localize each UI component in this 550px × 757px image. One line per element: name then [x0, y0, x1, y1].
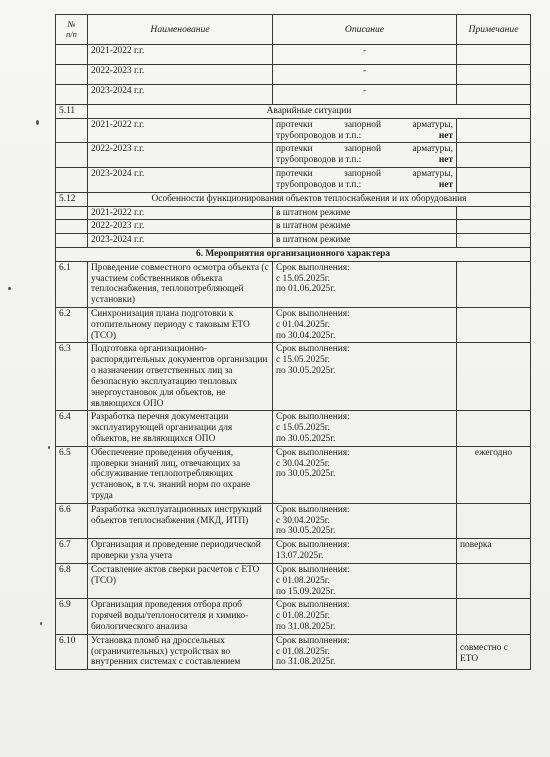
- desc-cell: -: [273, 65, 457, 85]
- item-deadline: Срок выполнения: с 15.05.2025г. по 01.06.2025г.: [273, 261, 457, 307]
- measure-row: [56, 343, 531, 411]
- item-name: Синхронизация плана подготовки к отопительному периоду с таковым ЕТО (ТСО): [88, 308, 273, 343]
- item-num: 6.5: [56, 446, 88, 503]
- measure-row: [56, 599, 531, 634]
- table-row: [56, 234, 531, 248]
- desc-cell: протечки запорной арматуры, трубопроводов и т.п.: нет: [273, 143, 457, 168]
- table-row: [56, 220, 531, 234]
- item-note: [457, 343, 531, 411]
- item-deadline: Срок выполнения: с 01.04.2025г. по 30.04.2025г.: [273, 308, 457, 343]
- measure-row: [56, 261, 531, 307]
- table-row: [56, 168, 531, 193]
- table-row: [56, 143, 531, 168]
- table-row: [56, 45, 531, 65]
- desc-cell: в штатном режиме: [273, 220, 457, 234]
- section-row: [56, 192, 531, 206]
- item-num: 6.4: [56, 411, 88, 446]
- measure-row: [56, 411, 531, 446]
- table-row: [56, 65, 531, 85]
- header-name: Наименование: [88, 15, 273, 45]
- item-num: 6.6: [56, 503, 88, 538]
- table-row: [56, 85, 531, 105]
- item-name: Организация и проведение периодической проверки узла учета: [88, 539, 273, 564]
- item-deadline: Срок выполнения: с 01.08.2025г. по 15.09.2025г.: [273, 563, 457, 598]
- measure-row: [56, 539, 531, 564]
- item-note: [457, 563, 531, 598]
- table-row: [56, 118, 531, 143]
- item-num: 6.1: [56, 261, 88, 307]
- desc-cell: протечки запорной арматуры, трубопроводов и т.п.: нет: [273, 118, 457, 143]
- item-deadline: Срок выполнения: 13.07.2025г.: [273, 539, 457, 564]
- year-cell: 2021-2022 г.г.: [88, 45, 273, 65]
- measure-row: [56, 308, 531, 343]
- item-num: 6.9: [56, 599, 88, 634]
- item-note: [457, 599, 531, 634]
- item-name: Разработка эксплуатационных инструкций объектов теплоснабжения (МКД, ИТП): [88, 503, 273, 538]
- table-header-row: [56, 15, 531, 45]
- measure-row: [56, 446, 531, 503]
- item-note: совместно с ЕТО: [457, 634, 531, 669]
- section-title: Аварийные ситуации: [88, 105, 531, 119]
- section-6-title: 6. Мероприятия организационного характера: [56, 247, 531, 261]
- section-row: [56, 105, 531, 119]
- year-cell: 2022-2023 г.г.: [88, 143, 273, 168]
- value-text: нет: [438, 179, 453, 190]
- value-text: нет: [438, 130, 453, 141]
- desc-cell: -: [273, 45, 457, 65]
- year-cell: 2022-2023 г.г.: [88, 220, 273, 234]
- desc-cell: протечки запорной арматуры, трубопроводов и т.п.: нет: [273, 168, 457, 193]
- item-name: Установка пломб на дроссельных (ограничительных) устройствах во внутренних системах с составлением: [88, 634, 273, 669]
- year-cell: 2022-2023 г.г.: [88, 65, 273, 85]
- scan-speck: [48, 446, 50, 449]
- item-num: 6.8: [56, 563, 88, 598]
- item-num: 6.7: [56, 539, 88, 564]
- measure-row: [56, 563, 531, 598]
- item-name: Обеспечение проведения обучения, проверки знаний лиц, отвечающих за обслуживание теплопотребляющих установок, в т.ч. знаний норм по охране труда: [88, 446, 273, 503]
- measures-table: [55, 14, 531, 670]
- item-note: [457, 503, 531, 538]
- item-note: поверка: [457, 539, 531, 564]
- year-cell: 2021-2022 г.г.: [88, 206, 273, 220]
- scan-speck: [8, 287, 11, 290]
- item-name: Организация проведения отбора проб горячей воды/теплоносителя и химико-биологического анализа: [88, 599, 273, 634]
- section-num: 5.12: [56, 192, 88, 206]
- item-deadline: Срок выполнения: с 01.08.2025г. по 31.08.2025г.: [273, 634, 457, 669]
- year-cell: 2021-2022 г.г.: [88, 118, 273, 143]
- scan-speck: [36, 120, 39, 125]
- item-name: Подготовка организационно-распорядительных документов организации о назначении ответственных лиц за безопасную эксплуатацию тепловых энергоустановок для объектов, не являющихся ОПО: [88, 343, 273, 411]
- year-cell: 2023-2024 г.г.: [88, 168, 273, 193]
- item-note: [457, 308, 531, 343]
- year-cell: 2023-2024 г.г.: [88, 234, 273, 248]
- item-deadline: Срок выполнения: с 30.04.2025г. по 30.05.2025г.: [273, 503, 457, 538]
- item-num: 6.2: [56, 308, 88, 343]
- item-deadline: Срок выполнения: с 15.05.2025г. по 30.05.2025г.: [273, 343, 457, 411]
- item-num: 6.3: [56, 343, 88, 411]
- item-name: Проведение совместного осмотра объекта (с участием собственников объекта теплоснабжения, теплопотребляющей установки): [88, 261, 273, 307]
- table-row: [56, 206, 531, 220]
- item-deadline: Срок выполнения: с 30.04.2025г. по 30.05.2025г.: [273, 446, 457, 503]
- measure-row: [56, 503, 531, 538]
- item-name: Составление актов сверки расчетов с ЕТО (ТСО): [88, 563, 273, 598]
- desc-cell: в штатном режиме: [273, 234, 457, 248]
- scan-speck: [40, 622, 42, 625]
- header-desc: Описание: [273, 15, 457, 45]
- desc-cell: в штатном режиме: [273, 206, 457, 220]
- item-name: Разработка перечня документации эксплуатирующей организации для объектов, не являющихся ОПО: [88, 411, 273, 446]
- item-note: [457, 411, 531, 446]
- item-note: [457, 261, 531, 307]
- section-num: 5.11: [56, 105, 88, 119]
- section-heading-row: [56, 247, 531, 261]
- item-num: 6.10: [56, 634, 88, 669]
- section-title: Особенности функционирования объектов теплоснабжения и их оборудования: [88, 192, 531, 206]
- header-num: № п/п: [56, 15, 88, 45]
- desc-cell: -: [273, 85, 457, 105]
- header-note: Примечание: [457, 15, 531, 45]
- item-note: ежегодно: [457, 446, 531, 503]
- value-text: нет: [438, 155, 453, 166]
- item-deadline: Срок выполнения: с 15.05.2025г. по 30.05.2025г.: [273, 411, 457, 446]
- measure-row: [56, 634, 531, 669]
- year-cell: 2023-2024 г.г.: [88, 85, 273, 105]
- item-deadline: Срок выполнения: с 01.08.2025г. по 31.08.2025г.: [273, 599, 457, 634]
